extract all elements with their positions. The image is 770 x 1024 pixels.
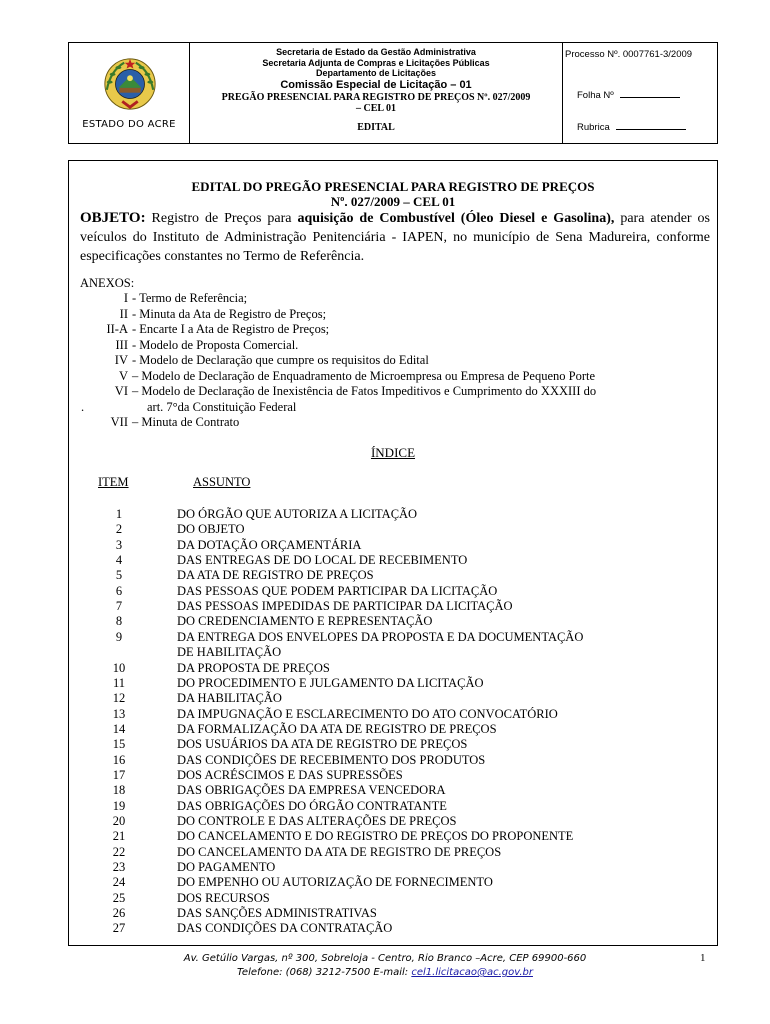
indice-item-number: 23 xyxy=(112,860,126,875)
header-logo-cell xyxy=(69,43,190,143)
anexo-number: II xyxy=(119,306,128,321)
indice-item-subject: DA ENTREGA DOS ENVELOPES DA PROPOSTA E DA DOCUMENTAÇÃO xyxy=(177,629,584,644)
anexo-number: IV xyxy=(114,353,128,367)
anexo-number: VII xyxy=(110,415,128,429)
indice-item-subject: DAS ENTREGAS DE DO LOCAL DE RECEBIMENTO xyxy=(177,553,468,568)
objeto-text-2: para atender os veículos do Instituto de Administração Penitenciária - IAPEN, no município de Sena Madureira, conforme especificações constantes no Termo de Referência. xyxy=(80,211,710,264)
indice-item-number: 3 xyxy=(115,537,123,552)
anexo-text: Modelo de Declaração de Enquadramento de Microempresa ou Empresa de Pequeno Porte xyxy=(141,368,596,383)
anexo-text: Minuta da Ata de Registro de Preços; xyxy=(139,306,327,321)
indice-item-subject: DO CONTROLE E DAS ALTERAÇÕES DE PREÇOS xyxy=(177,814,457,828)
footer-contact xyxy=(0,966,770,980)
indice-item-number: 11 xyxy=(112,675,126,690)
indice-item-number: 13 xyxy=(112,706,126,721)
indice-item-number: 1 xyxy=(115,507,123,521)
anexo-item xyxy=(80,322,329,337)
rubrica-field xyxy=(577,121,686,133)
anexo-item xyxy=(80,415,239,430)
secretaria-name: Secretaria de Estado da Gestão Administrativa xyxy=(276,47,476,57)
stray-dot: . xyxy=(81,399,85,414)
indice-item-subject: DAS PESSOAS QUE PODEM PARTICIPAR DA LICITAÇÃO xyxy=(177,583,498,598)
title-line-1: EDITAL DO PREGÃO PRESENCIAL PARA REGISTRO DE PREÇOS xyxy=(191,179,595,194)
indice-item-number: 19 xyxy=(112,798,126,813)
anexo-number: VI xyxy=(114,384,128,398)
process-number: Processo Nº. 0007761-3/2009 xyxy=(565,49,693,60)
header-title-cell xyxy=(190,43,563,143)
document-title xyxy=(69,179,717,209)
indice-item-subject: DOS RECURSOS xyxy=(177,890,270,905)
indice-item-number: 17 xyxy=(112,767,126,782)
anexo-separator: – xyxy=(132,384,142,398)
column-header-assunto: ASSUNTO xyxy=(193,475,251,489)
indice-item-subject: DA ATA DE REGISTRO DE PREÇOS xyxy=(177,568,374,583)
indice-item-number: 26 xyxy=(112,906,126,921)
indice-item-subject: DAS OBRIGAÇÕES DA EMPRESA VENCEDORA xyxy=(177,783,446,798)
anexo-item xyxy=(80,353,429,368)
title-line-2: Nº. 027/2009 – CEL 01 xyxy=(330,194,456,209)
indice-item-number: 12 xyxy=(112,691,126,706)
indice-item-subject: DO CANCELAMENTO E DO REGISTRO DE PREÇOS DO PROPONENTE xyxy=(177,829,574,844)
indice-item-subject: DE HABILITAÇÃO xyxy=(177,645,282,660)
indice-item-number: 4 xyxy=(115,553,123,568)
anexo-text: Minuta de Contrato xyxy=(141,415,240,429)
indice-item-number: 27 xyxy=(112,921,126,936)
pregao-line-1: PREGÃO PRESENCIAL PARA REGISTRO DE PREÇOS Nº. 027/2009 xyxy=(221,91,531,103)
indice-item-subject: DA FORMALIZAÇÃO DA ATA DE REGISTRO DE PREÇOS xyxy=(177,721,497,736)
anexo-separator: - xyxy=(132,291,140,305)
indice-item-number: 9 xyxy=(115,629,123,644)
anexo-text: art. 7°da Constituição Federal xyxy=(147,399,297,414)
footer-address: Av. Getúlio Vargas, nº 300, Sobreloja - Centro, Rio Branco –Acre, CEP 69900-660 xyxy=(183,953,587,964)
indice-item-subject: DO PAGAMENTO xyxy=(177,860,276,875)
folha-blank-line xyxy=(620,89,680,98)
indice-item-subject: DA IMPUGNAÇÃO E ESCLARECIMENTO DO ATO CONVOCATÓRIO xyxy=(177,706,558,721)
folha-field xyxy=(577,89,680,101)
indice-item-subject: DAS OBRIGAÇÕES DO ÓRGÃO CONTRATANTE xyxy=(177,798,447,813)
indice-item-subject: DAS PESSOAS IMPEDIDAS DE PARTICIPAR DA LICITAÇÃO xyxy=(177,599,513,614)
anexo-text: Modelo de Declaração de Inexistência de Fatos Impeditivos e Cumprimento do XXXIII do xyxy=(141,384,597,398)
anexo-number: II-A xyxy=(106,322,128,336)
anexo-item xyxy=(80,369,595,384)
objeto-label: OBJETO: xyxy=(80,210,146,226)
indice-item-number: 20 xyxy=(112,814,126,828)
column-header-item: ITEM xyxy=(98,475,129,489)
indice-item-subject: DO ÓRGÃO QUE AUTORIZA A LICITAÇÃO xyxy=(177,507,418,521)
indice-item-subject: DA PROPOSTA DE PREÇOS xyxy=(177,660,330,675)
indice-item-number: 2 xyxy=(115,522,123,537)
indice-title: ÍNDICE xyxy=(370,445,416,460)
indice-item-subject: DO CANCELAMENTO DA ATA DE REGISTRO DE PREÇOS xyxy=(177,844,502,859)
state-name: ESTADO DO ACRE xyxy=(82,119,176,130)
anexo-text: Modelo de Declaração que cumpre os requisitos do Edital xyxy=(139,353,429,367)
anexo-item xyxy=(80,291,247,306)
footer-phone: Telefone: (068) 3212-7500 E-mail: xyxy=(237,967,412,978)
page-number: 1 xyxy=(700,952,706,964)
anexo-separator: – xyxy=(132,415,142,429)
indice-item-number: 18 xyxy=(112,783,126,798)
anexo-number: III xyxy=(115,337,128,352)
rubrica-label: Rubrica xyxy=(577,122,610,133)
folha-label: Folha Nº xyxy=(577,90,614,101)
indice-item-subject: DOS USUÁRIOS DA ATA DE REGISTRO DE PREÇOS xyxy=(177,737,468,752)
indice-item-number: 16 xyxy=(112,752,126,767)
indice-item-number: 5 xyxy=(115,568,123,583)
departamento-name: Departamento de Licitações xyxy=(315,68,437,78)
indice-item-subject: DAS CONDIÇÕES DE RECEBIMENTO DOS PRODUTOS xyxy=(177,752,486,767)
anexo-text: Modelo de Proposta Comercial. xyxy=(139,337,299,352)
indice-item-number: 8 xyxy=(115,614,123,629)
indice-item-subject: DO PROCEDIMENTO E JULGAMENTO DA LICITAÇÃO xyxy=(177,675,484,690)
objeto-paragraph xyxy=(80,209,710,266)
indice-item-subject: DAS CONDIÇÕES DA CONTRATAÇÃO xyxy=(177,921,393,936)
indice-item-number: 15 xyxy=(112,737,126,752)
anexo-number: I xyxy=(123,291,128,305)
indice-item-subject: DO CREDENCIAMENTO E REPRESENTAÇÃO xyxy=(177,614,433,629)
secretaria-adjunta-name: Secretaria Adjunta de Compras e Licitações Públicas xyxy=(262,57,490,68)
anexo-item xyxy=(80,384,596,399)
indice-item-subject: DOS ACRÉSCIMOS E DAS SUPRESSÕES xyxy=(177,767,403,782)
anexo-separator: – xyxy=(132,368,142,383)
document-footer xyxy=(0,952,770,980)
document-header xyxy=(68,42,718,144)
header-process-cell xyxy=(563,43,717,143)
rubrica-blank-line xyxy=(616,121,686,130)
indice-item-number: 14 xyxy=(112,721,126,736)
indice-item-number: 6 xyxy=(115,583,123,598)
anexo-separator: - xyxy=(132,337,140,352)
indice-item-subject: DO OBJETO xyxy=(177,522,245,537)
state-seal-icon xyxy=(101,55,159,113)
footer-email-link[interactable]: cel1.licitacao@ac.gov.br xyxy=(411,967,533,978)
pregao-line-2: – CEL 01 xyxy=(355,102,396,114)
indice-item-subject: DA HABILITAÇÃO xyxy=(177,691,282,706)
indice-item-subject: DAS SANÇÕES ADMINISTRATIVAS xyxy=(177,906,377,921)
indice-item-number: 22 xyxy=(112,844,126,859)
objeto-bold-text: aquisição de Combustível (Óleo Diesel e Gasolina), xyxy=(297,211,615,226)
anexo-separator: - xyxy=(132,353,140,367)
comissao-name: Comissão Especial de Licitação – 01 xyxy=(280,78,472,91)
anexo-number: V xyxy=(118,368,128,383)
anexo-item xyxy=(80,338,298,353)
indice-item-number: 10 xyxy=(112,660,126,675)
anexo-item xyxy=(81,399,297,415)
anexo-item xyxy=(80,307,326,322)
indice-item-number: 24 xyxy=(112,875,126,890)
anexo-text: Termo de Referência; xyxy=(139,291,248,305)
objeto-text-1: Registro de Preços para xyxy=(145,211,298,226)
anexo-separator: - xyxy=(132,322,140,336)
indice-item-subject: DO EMPENHO OU AUTORIZAÇÃO DE FORNECIMENTO xyxy=(177,875,493,890)
anexo-separator: - xyxy=(132,306,140,321)
indice-item-number: 7 xyxy=(115,599,123,614)
document-body xyxy=(68,160,718,946)
indice-item-number: 25 xyxy=(112,890,126,905)
anexo-text: Encarte I a Ata de Registro de Preços; xyxy=(139,322,330,336)
edital-label: EDITAL xyxy=(357,121,395,133)
anexos-title: ANEXOS: xyxy=(80,276,135,290)
indice-item-subject: DA DOTAÇÃO ORÇAMENTÁRIA xyxy=(177,537,362,552)
indice-item-number: 21 xyxy=(112,829,126,844)
